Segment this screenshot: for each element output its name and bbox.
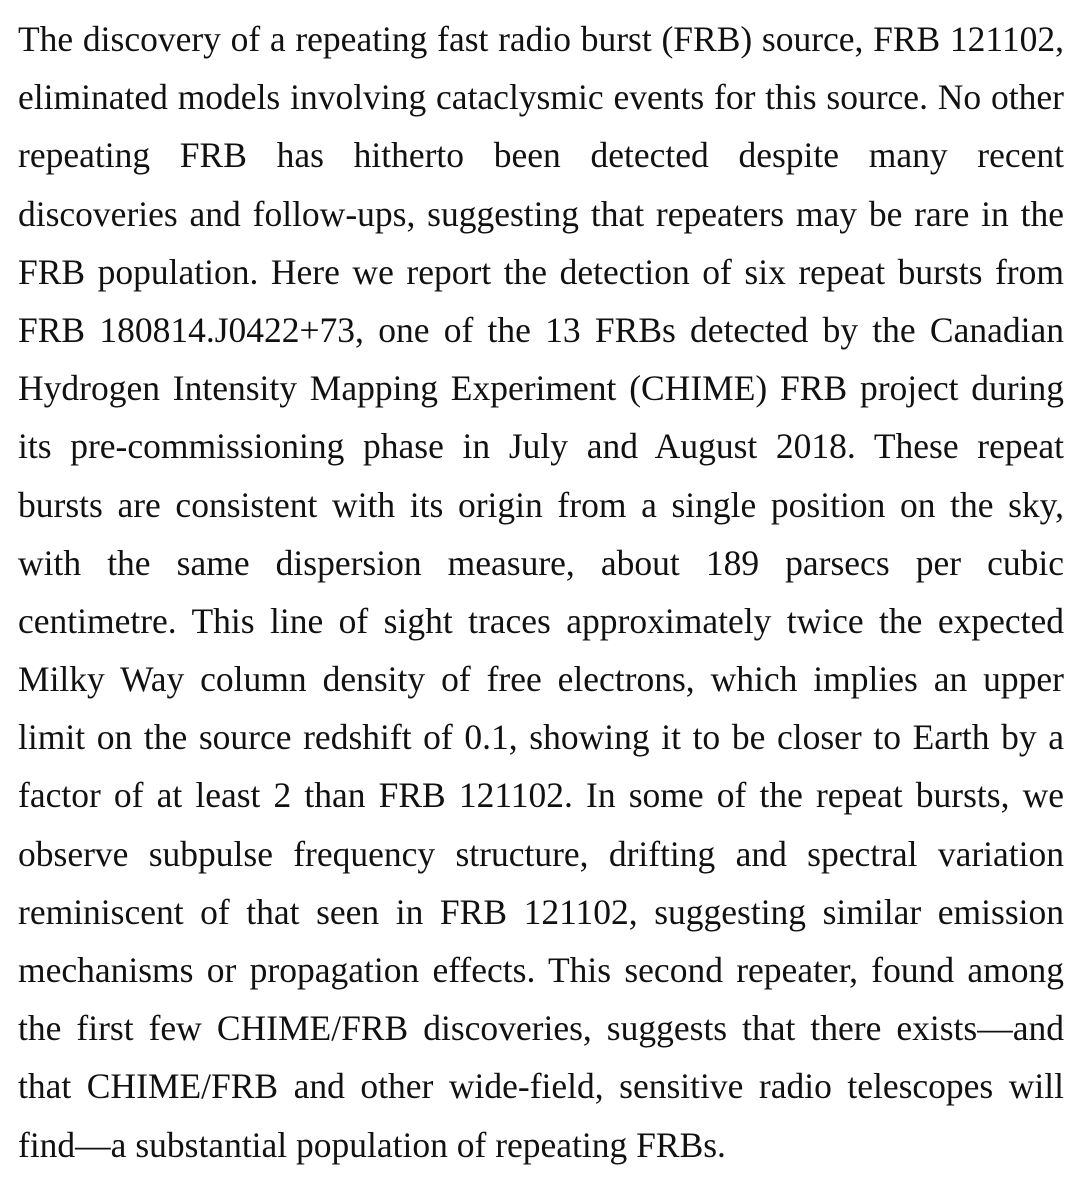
abstract-line: with the same dispersion measure, about 189 parsecs per cubic	[18, 542, 1064, 583]
abstract-line: mechanisms or propagation effects. This second repeater, found among	[18, 950, 1064, 990]
abstract-line: observe subpulse frequency structure, drifting and spectral variation	[18, 833, 1064, 874]
abstract-line: The discovery of a repeating fast radio burst (FRB) source, FRB 121102,	[18, 19, 1064, 59]
abstract-line: eliminated models involving cataclysmic events for this source. No other	[18, 77, 1064, 118]
abstract-line: FRB 180814.J0422+73, one of the 13 FRBs detected by the Canadian	[18, 309, 1064, 350]
abstract-line: that CHIME/FRB and other wide-field, sensitive radio telescopes will	[18, 1066, 1064, 1107]
abstract-line: its pre-commissioning phase in July and August 2018. These repeat	[18, 426, 1064, 467]
abstract-paragraph	[18, 10, 1064, 1174]
abstract-line: repeating FRB has hitherto been detected despite many recent	[18, 135, 1064, 176]
abstract-line: the first few CHIME/FRB discoveries, suggests that there exists—and	[18, 1008, 1064, 1049]
abstract-line: FRB population. Here we report the detection of six repeat bursts from	[18, 251, 1064, 292]
abstract-line: Hydrogen Intensity Mapping Experiment (CHIME) FRB project during	[18, 368, 1064, 409]
abstract-line: factor of at least 2 than FRB 121102. In some of the repeat bursts, we	[18, 775, 1064, 816]
abstract-line: bursts are consistent with its origin from a single position on the sky,	[18, 484, 1064, 525]
abstract-line: reminiscent of that seen in FRB 121102, suggesting similar emission	[18, 891, 1064, 932]
abstract-line: Milky Way column density of free electrons, which implies an upper	[18, 659, 1064, 700]
abstract-line: find—a substantial population of repeating FRBs.	[18, 1124, 726, 1165]
abstract-line: limit on the source redshift of 0.1, showing it to be closer to Earth by a	[18, 717, 1064, 758]
abstract-line: centimetre. This line of sight traces approximately twice the expected	[18, 600, 1064, 641]
abstract-line: discoveries and follow-ups, suggesting that repeaters may be rare in the	[18, 193, 1064, 234]
